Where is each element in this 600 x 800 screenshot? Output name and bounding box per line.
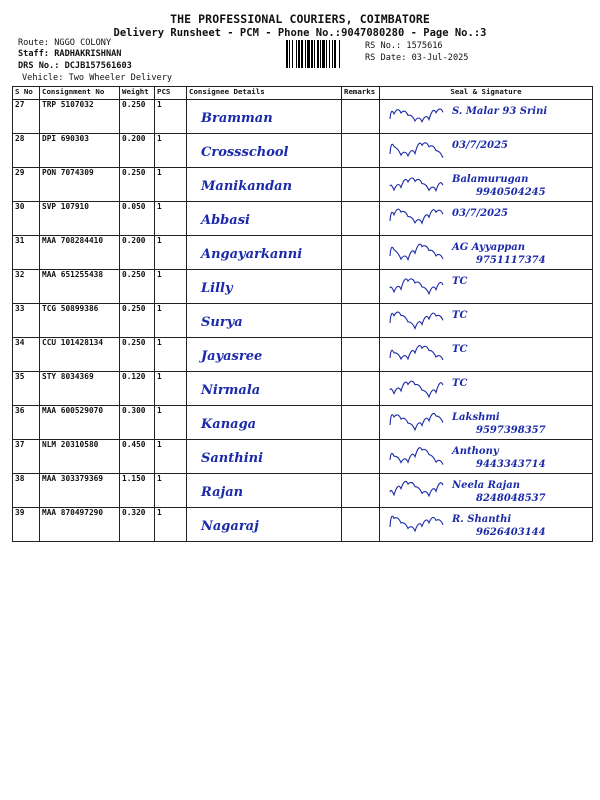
consignee-name: Crossschool xyxy=(201,145,289,160)
consignee-details xyxy=(187,100,342,134)
signature-scribble xyxy=(390,143,443,158)
consignment-number: SVP 107910 xyxy=(40,202,120,236)
consignee-details xyxy=(187,168,342,202)
weight-value: 0.200 xyxy=(120,236,155,270)
consignee-handwriting xyxy=(187,304,342,335)
signature-text: Anthony xyxy=(452,446,499,457)
table-header-row xyxy=(13,87,593,100)
column-header: S No xyxy=(13,87,40,100)
pieces-count: 1 xyxy=(155,406,187,440)
signature-scribble xyxy=(390,448,443,465)
consignee-handwriting xyxy=(187,202,342,233)
staff-label: Staff: RADHAKRISHNAN xyxy=(18,49,122,59)
remarks-cell xyxy=(342,270,380,304)
consignment-number: MAA 600529070 xyxy=(40,406,120,440)
consignee-name: Abbasi xyxy=(201,213,250,228)
signature-text: Neela Rajan xyxy=(452,480,521,491)
signature-handwriting xyxy=(380,134,593,165)
consignee-handwriting xyxy=(187,372,342,403)
consignment-number: STY 8034369 xyxy=(40,372,120,406)
table-row xyxy=(13,304,593,338)
remarks-cell xyxy=(342,100,380,134)
table-body xyxy=(13,100,593,542)
signature-handwriting xyxy=(380,508,593,539)
column-header: Consignment No xyxy=(40,87,120,100)
pieces-count: 1 xyxy=(155,508,187,542)
pieces-count: 1 xyxy=(155,100,187,134)
pieces-count: 1 xyxy=(155,474,187,508)
column-header: Seal & Signature xyxy=(380,87,593,100)
signature-scribble xyxy=(390,109,443,122)
serial-number: 32 xyxy=(13,270,40,304)
seal-signature xyxy=(380,474,593,508)
signature-text: Lakshmi xyxy=(452,412,500,423)
serial-number: 27 xyxy=(13,100,40,134)
consignee-handwriting xyxy=(187,100,342,131)
table-row xyxy=(13,270,593,304)
signature-scribble xyxy=(390,312,443,328)
consignee-details xyxy=(187,270,342,304)
consignee-name: Santhini xyxy=(201,451,264,466)
weight-value: 0.250 xyxy=(120,100,155,134)
consignment-number: CCU 101428134 xyxy=(40,338,120,372)
remarks-cell xyxy=(342,168,380,202)
pieces-count: 1 xyxy=(155,338,187,372)
remarks-cell xyxy=(342,134,380,168)
signature-phone: 9626403144 xyxy=(476,527,546,538)
remarks-cell xyxy=(342,236,380,270)
table-row xyxy=(13,236,593,270)
signature-handwriting xyxy=(380,236,593,267)
barcode-bar xyxy=(340,40,341,68)
vehicle-label: Vehicle: Two Wheeler Delivery xyxy=(22,73,173,83)
consignee-name: Rajan xyxy=(201,485,244,500)
table-row xyxy=(13,372,593,406)
barcode xyxy=(286,40,356,68)
serial-number: 33 xyxy=(13,304,40,338)
signature-handwriting xyxy=(380,440,593,471)
seal-signature xyxy=(380,270,593,304)
seal-signature xyxy=(380,338,593,372)
consignee-handwriting xyxy=(187,474,342,505)
consignee-name: Nagaraj xyxy=(201,519,259,534)
consignee-name: Manikandan xyxy=(201,179,293,194)
seal-signature xyxy=(380,100,593,134)
signature-handwriting xyxy=(380,406,593,437)
serial-number: 30 xyxy=(13,202,40,236)
table-row xyxy=(13,508,593,542)
signature-text: R. Shanthi xyxy=(452,514,512,525)
consignee-name: Jayasree xyxy=(201,349,263,364)
consignee-details xyxy=(187,474,342,508)
signature-phone: 9443343714 xyxy=(476,459,546,470)
consignee-handwriting xyxy=(187,270,342,301)
signature-text: 03/7/2025 xyxy=(452,208,509,219)
signature-handwriting xyxy=(380,202,593,233)
consignment-number: TCG 50899386 xyxy=(40,304,120,338)
weight-value: 0.320 xyxy=(120,508,155,542)
consignee-details xyxy=(187,338,342,372)
consignment-number: MAA 303379369 xyxy=(40,474,120,508)
consignee-details xyxy=(187,304,342,338)
signature-scribble xyxy=(390,209,443,223)
serial-number: 36 xyxy=(13,406,40,440)
consignee-handwriting xyxy=(187,134,342,165)
seal-signature xyxy=(380,406,593,440)
pieces-count: 1 xyxy=(155,168,187,202)
serial-number: 28 xyxy=(13,134,40,168)
seal-signature xyxy=(380,440,593,474)
consignee-handwriting xyxy=(187,168,342,199)
consignee-handwriting xyxy=(187,406,342,437)
serial-number: 34 xyxy=(13,338,40,372)
signature-text: TC xyxy=(452,344,468,355)
pieces-count: 1 xyxy=(155,202,187,236)
signature-scribble xyxy=(390,516,443,531)
weight-value: 0.200 xyxy=(120,134,155,168)
signature-handwriting xyxy=(380,372,593,403)
drs-number: DRS No.: DCJB157561603 xyxy=(18,61,132,71)
signature-scribble xyxy=(390,279,443,294)
seal-signature xyxy=(380,168,593,202)
pieces-count: 1 xyxy=(155,372,187,406)
column-header: PCS xyxy=(155,87,187,100)
remarks-cell xyxy=(342,440,380,474)
column-header: Weight xyxy=(120,87,155,100)
seal-signature xyxy=(380,304,593,338)
serial-number: 38 xyxy=(13,474,40,508)
consignee-details xyxy=(187,440,342,474)
signature-scribble xyxy=(390,381,443,397)
table-row xyxy=(13,134,593,168)
signature-text: TC xyxy=(452,378,468,389)
consignee-name: Bramman xyxy=(201,111,273,126)
consignment-number: PON 7074309 xyxy=(40,168,120,202)
signature-scribble xyxy=(390,346,443,360)
signature-handwriting xyxy=(380,100,593,131)
consignment-number: DPI 690303 xyxy=(40,134,120,168)
signature-text: S. Malar 93 Srini xyxy=(452,106,548,117)
signature-scribble xyxy=(390,178,443,191)
signature-handwriting xyxy=(380,304,593,335)
remarks-cell xyxy=(342,508,380,542)
serial-number: 37 xyxy=(13,440,40,474)
signature-phone: 8248048537 xyxy=(476,493,546,504)
signature-text: Balamurugan xyxy=(452,174,529,185)
pieces-count: 1 xyxy=(155,304,187,338)
table-row xyxy=(13,100,593,134)
signature-handwriting xyxy=(380,338,593,369)
signature-handwriting xyxy=(380,474,593,505)
column-header: Consignee Details xyxy=(187,87,342,100)
remarks-cell xyxy=(342,474,380,508)
consignee-details xyxy=(187,372,342,406)
weight-value: 1.150 xyxy=(120,474,155,508)
table-row xyxy=(13,474,593,508)
signature-text: TC xyxy=(452,276,468,287)
company-title: THE PROFESSIONAL COURIERS, COIMBATORE xyxy=(170,12,430,26)
runsheet-table xyxy=(12,86,593,542)
consignee-handwriting xyxy=(187,508,342,539)
pieces-count: 1 xyxy=(155,440,187,474)
consignee-name: Nirmala xyxy=(201,383,261,398)
table-row xyxy=(13,168,593,202)
weight-value: 0.250 xyxy=(120,338,155,372)
signature-text: 03/7/2025 xyxy=(452,140,509,151)
consignee-name: Kanaga xyxy=(201,417,257,432)
consignment-number: MAA 708284410 xyxy=(40,236,120,270)
serial-number: 31 xyxy=(13,236,40,270)
seal-signature xyxy=(380,134,593,168)
weight-value: 0.250 xyxy=(120,168,155,202)
signature-handwriting xyxy=(380,168,593,199)
signature-scribble xyxy=(390,244,443,259)
consignee-name: Angayarkanni xyxy=(201,247,303,262)
consignee-name: Lilly xyxy=(201,281,233,296)
table-row xyxy=(13,338,593,372)
signature-text: AG Ayyappan xyxy=(452,242,525,253)
serial-number: 39 xyxy=(13,508,40,542)
consignment-number: MAA 651255438 xyxy=(40,270,120,304)
pieces-count: 1 xyxy=(155,236,187,270)
runsheet-subtitle: Delivery Runsheet - PCM - Phone No.:9047080280 - Page No.:3 xyxy=(113,27,487,39)
table-row xyxy=(13,440,593,474)
table-row xyxy=(13,202,593,236)
consignee-name: Surya xyxy=(201,315,243,330)
serial-number: 29 xyxy=(13,168,40,202)
consignment-number: TRP 5107032 xyxy=(40,100,120,134)
weight-value: 0.300 xyxy=(120,406,155,440)
remarks-cell xyxy=(342,202,380,236)
rs-date: RS Date: 03-Jul-2025 xyxy=(365,53,469,63)
seal-signature xyxy=(380,236,593,270)
consignee-handwriting xyxy=(187,440,342,471)
signature-handwriting xyxy=(380,270,593,301)
weight-value: 0.250 xyxy=(120,304,155,338)
signature-phone: 9751117374 xyxy=(476,255,546,266)
serial-number: 35 xyxy=(13,372,40,406)
weight-value: 0.250 xyxy=(120,270,155,304)
consignee-handwriting xyxy=(187,236,342,267)
consignee-details xyxy=(187,406,342,440)
signature-scribble xyxy=(390,481,443,495)
weight-value: 0.120 xyxy=(120,372,155,406)
signature-phone: 9597398357 xyxy=(476,425,546,436)
weight-value: 0.050 xyxy=(120,202,155,236)
signature-text: TC xyxy=(452,310,468,321)
consignee-details xyxy=(187,236,342,270)
remarks-cell xyxy=(342,304,380,338)
signature-phone: 9940504245 xyxy=(476,187,546,198)
remarks-cell xyxy=(342,372,380,406)
pieces-count: 1 xyxy=(155,134,187,168)
consignment-number: MAA 870497290 xyxy=(40,508,120,542)
consignee-handwriting xyxy=(187,338,342,369)
consignment-number: NLM 20310580 xyxy=(40,440,120,474)
route-label: Route: NGGO COLONY xyxy=(18,38,112,48)
remarks-cell xyxy=(342,338,380,372)
rs-number: RS No.: 1575616 xyxy=(365,41,443,51)
remarks-cell xyxy=(342,406,380,440)
seal-signature xyxy=(380,202,593,236)
signature-scribble xyxy=(390,413,443,429)
column-header: Remarks xyxy=(342,87,380,100)
seal-signature xyxy=(380,372,593,406)
weight-value: 0.450 xyxy=(120,440,155,474)
consignee-details xyxy=(187,202,342,236)
consignee-details xyxy=(187,134,342,168)
seal-signature xyxy=(380,508,593,542)
table-row xyxy=(13,406,593,440)
pieces-count: 1 xyxy=(155,270,187,304)
consignee-details xyxy=(187,508,342,542)
